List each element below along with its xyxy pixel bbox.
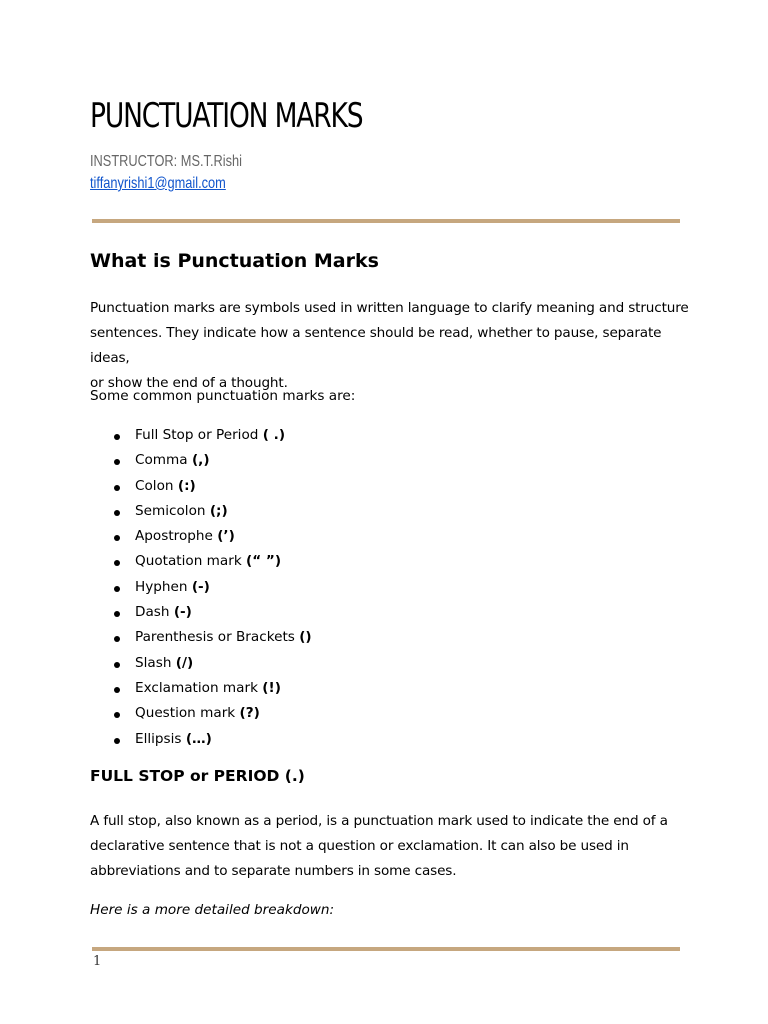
list-item: [90, 676, 312, 701]
mark-symbol: (/): [175, 654, 194, 671]
mark-name: Colon: [135, 477, 174, 494]
full-stop-line: declarative sentence that is not a question or exclamation. It can also be used in: [90, 838, 629, 854]
list-item: [90, 651, 312, 676]
bullet-icon: [114, 510, 120, 516]
full-stop-paragraph: [90, 809, 690, 884]
punctuation-list: [90, 423, 312, 752]
mark-symbol: (;): [209, 502, 228, 519]
mark-name: Ellipsis: [135, 730, 182, 747]
mark-symbol: (:): [177, 477, 196, 494]
bullet-icon: [114, 560, 120, 566]
mark-symbol: (!): [262, 679, 281, 696]
list-item: [90, 600, 312, 625]
bullet-icon: [114, 687, 120, 693]
intro-line: Punctuation marks are symbols used in written language to clarify meaning and structure: [90, 300, 689, 316]
bullet-icon: [114, 535, 120, 541]
mark-name: Question mark: [135, 705, 236, 722]
bullet-icon: [114, 485, 120, 491]
mark-name: Semicolon: [135, 502, 206, 519]
mark-name: Exclamation mark: [135, 679, 258, 696]
mark-name: Full Stop or Period: [135, 427, 259, 443]
bullet-icon: [114, 611, 120, 617]
instructor-email-link[interactable]: tiffanyrishi1@gmail.com: [90, 175, 226, 192]
mark-symbol: (“ ”): [246, 553, 282, 570]
list-item: [90, 625, 312, 650]
bullet-icon: [114, 586, 120, 592]
instructor-line: INSTRUCTOR: MS.T.Rishi: [90, 153, 242, 170]
mark-symbol: ( .): [262, 427, 286, 443]
intro-line: or show the end of a thought.: [90, 375, 288, 391]
breakdown-intro: Here is a more detailed breakdown:: [90, 902, 335, 918]
list-item: [90, 549, 312, 574]
list-item: [90, 727, 312, 752]
list-item: [90, 499, 312, 524]
section-heading-full-stop: FULL STOP or PERIOD (.): [90, 767, 305, 785]
mark-symbol: (-): [191, 578, 210, 595]
mark-name: Quotation mark: [135, 553, 242, 570]
list-item: [90, 701, 312, 726]
list-item: [90, 524, 312, 549]
bullet-icon: [114, 738, 120, 744]
mark-name: Slash: [135, 654, 172, 671]
common-marks-label: Some common punctuation marks are:: [90, 388, 356, 404]
mark-name: Apostrophe: [135, 528, 213, 545]
list-item: [90, 448, 312, 473]
mark-name: Dash: [135, 604, 170, 621]
mark-name: Hyphen: [135, 578, 188, 595]
footer-divider: [92, 947, 680, 951]
mark-symbol: (,): [191, 452, 210, 469]
intro-line: sentences. They indicate how a sentence should be read, whether to pause, separate ideas,: [90, 325, 662, 366]
list-item: [90, 575, 312, 600]
section-heading-what-is: What is Punctuation Marks: [90, 250, 379, 272]
document-title: PUNCTUATION MARKS: [90, 96, 363, 136]
mark-symbol: (-): [173, 604, 192, 621]
full-stop-line: A full stop, also known as a period, is a punctuation mark used to indicate the end of a: [90, 813, 668, 829]
bullet-icon: [114, 636, 120, 642]
intro-paragraph: [90, 296, 690, 396]
mark-name: Parenthesis or Brackets: [135, 629, 295, 646]
bullet-icon: [114, 459, 120, 465]
header-divider: [92, 219, 680, 223]
mark-symbol: (’): [217, 528, 235, 545]
mark-symbol: (…): [185, 730, 212, 747]
bullet-icon: [114, 434, 120, 440]
list-item: [90, 474, 312, 499]
mark-symbol: (?): [239, 705, 260, 722]
mark-symbol: (): [299, 629, 312, 646]
page-number: 1: [93, 954, 102, 969]
bullet-icon: [114, 662, 120, 668]
mark-name: Comma: [135, 452, 188, 469]
list-item: [90, 423, 312, 448]
full-stop-line: abbreviations and to separate numbers in some cases.: [90, 863, 457, 879]
bullet-icon: [114, 712, 120, 718]
